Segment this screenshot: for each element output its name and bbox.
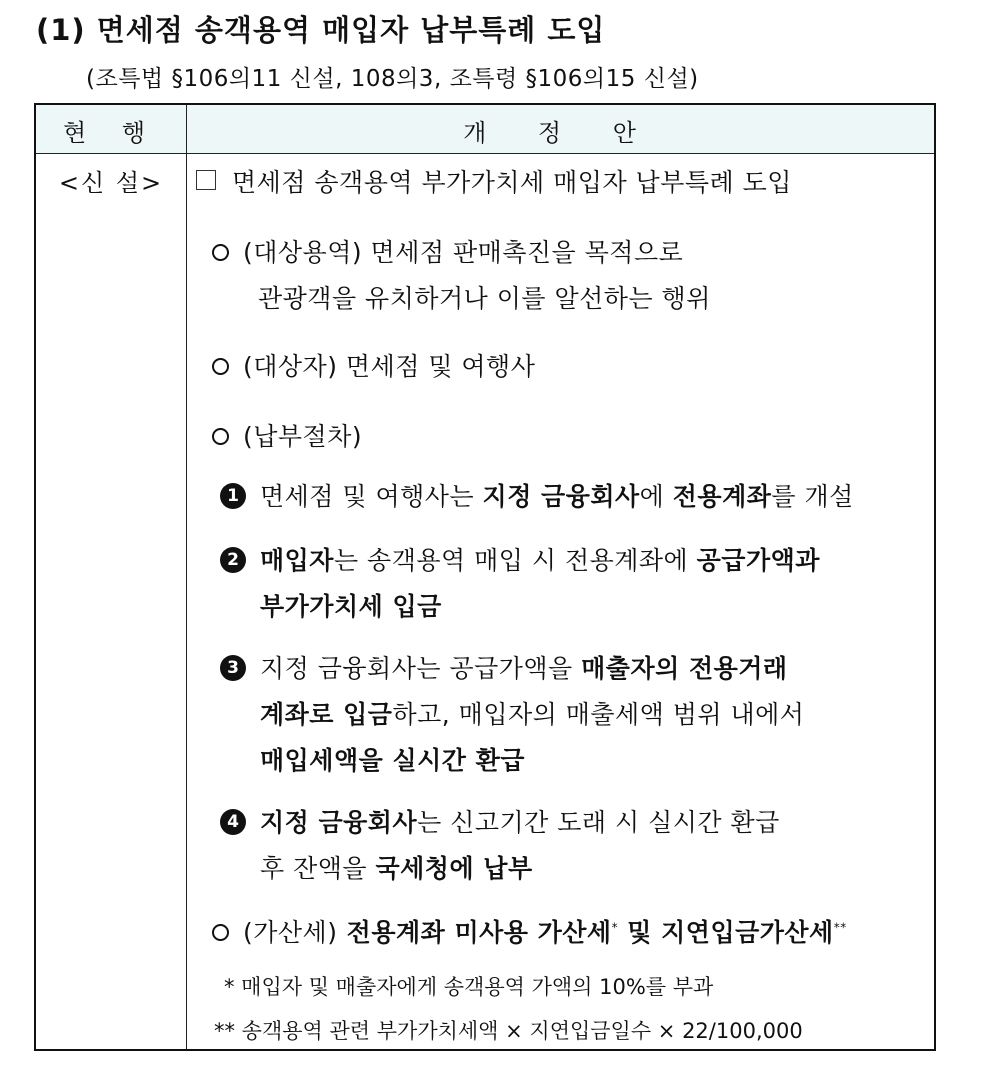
step-text-segment: 국세청에 납부 (375, 854, 533, 883)
target-service-text: 면세점 판매촉진을 목적으로 (362, 238, 684, 267)
section-heading: 면세점 송객용역 부가가치세 매입자 납부특례 도입 (232, 168, 792, 197)
target-service-line (212, 233, 683, 269)
target-service-label: (대상용역) (243, 238, 363, 267)
circle-bullet-icon (212, 924, 229, 941)
header-proposed: 개 정 안 (463, 119, 658, 147)
penalty-part1: 전용계좌 미사용 가산세 (337, 918, 612, 947)
circle-bullet-icon (212, 244, 229, 261)
target-party-label: (대상자) (243, 352, 338, 381)
step-text-segment: 지정 금융회사 (260, 654, 417, 683)
step-text-segment: 전용계좌 (672, 482, 772, 511)
step-text-segment: 공급가액과 (696, 546, 820, 575)
step-text-segment: 에 (639, 482, 673, 511)
step-number-icon: 4 (220, 809, 246, 835)
step-2-line-2 (260, 587, 442, 623)
step-1-line-1 (220, 477, 854, 513)
step-text-segment: 하고, 매입자의 매출세액 범위 내에서 (392, 700, 805, 729)
target-service-text-cont: 관광객을 유치하거나 이를 알선하는 행위 (258, 284, 711, 313)
step-text-segment: 계좌로 입금 (260, 700, 393, 729)
target-party-line (212, 347, 535, 383)
step-text-segment: 매출자의 전용거래 (581, 654, 788, 683)
step-3-line-1 (220, 649, 788, 685)
step-number-icon: 3 (220, 655, 246, 681)
legal-reference: (조특법 §106의11 신설, 108의3, 조특령 §106의15 신설) (86, 66, 699, 92)
circle-bullet-icon (212, 428, 229, 445)
step-text-segment: 매입자 (260, 546, 334, 575)
penalty-label: (가산세) (243, 918, 338, 947)
target-party-text: 면세점 및 여행사 (337, 352, 536, 381)
step-text-segment: 는 공급가액을 (416, 654, 582, 683)
step-text-segment: 지정 금융회사 (482, 482, 640, 511)
penalty-part2: 및 지연입금가산세 (618, 918, 834, 947)
procedure-label: (납부절차) (243, 422, 363, 451)
step-2-line-1 (220, 541, 820, 577)
step-text-segment: 지정 금융회사 (260, 808, 418, 837)
step-3-line-2 (260, 695, 804, 731)
header-current: 현 행 (63, 119, 159, 147)
column-divider (186, 105, 187, 1049)
table-header-row (36, 105, 934, 154)
checkbox-icon (196, 170, 216, 190)
step-text-segment: 를 개설 (771, 482, 854, 511)
step-text-segment: 부가가치세 입금 (260, 592, 442, 621)
current-new-provision: <신 설> (58, 169, 164, 197)
circle-bullet-icon (212, 358, 229, 375)
step-4-line-2 (260, 849, 533, 885)
penalty-line (212, 913, 847, 949)
step-text-segment: 는 신고기간 도래 시 실시간 환급 (417, 808, 780, 837)
step-text-segment: 후 잔액을 (260, 854, 376, 883)
step-4-line-1 (220, 803, 780, 839)
step-3-line-3 (260, 741, 525, 777)
procedure-line (212, 417, 362, 453)
step-text-segment: 매입세액을 실시간 환급 (260, 746, 525, 775)
step-text-segment: 는 송객용역 매입 시 전용계좌에 (333, 546, 697, 575)
penalty-mark1: * (611, 920, 619, 935)
footnote-1: * 매입자 및 매출자에게 송객용역 가액의 10%를 부과 (224, 975, 714, 999)
comparison-table (34, 103, 936, 1051)
step-number-icon: 1 (220, 483, 246, 509)
step-number-icon: 2 (220, 547, 246, 573)
footnote-2: ** 송객용역 관련 부가가치세액 × 지연입금일수 × 22/100,000 (214, 1019, 803, 1043)
page-title: (1) 면세점 송객용역 매입자 납부특례 도입 (36, 13, 606, 47)
step-text-segment: 면세점 및 여행사는 (260, 482, 483, 511)
penalty-mark2: ** (833, 920, 847, 935)
